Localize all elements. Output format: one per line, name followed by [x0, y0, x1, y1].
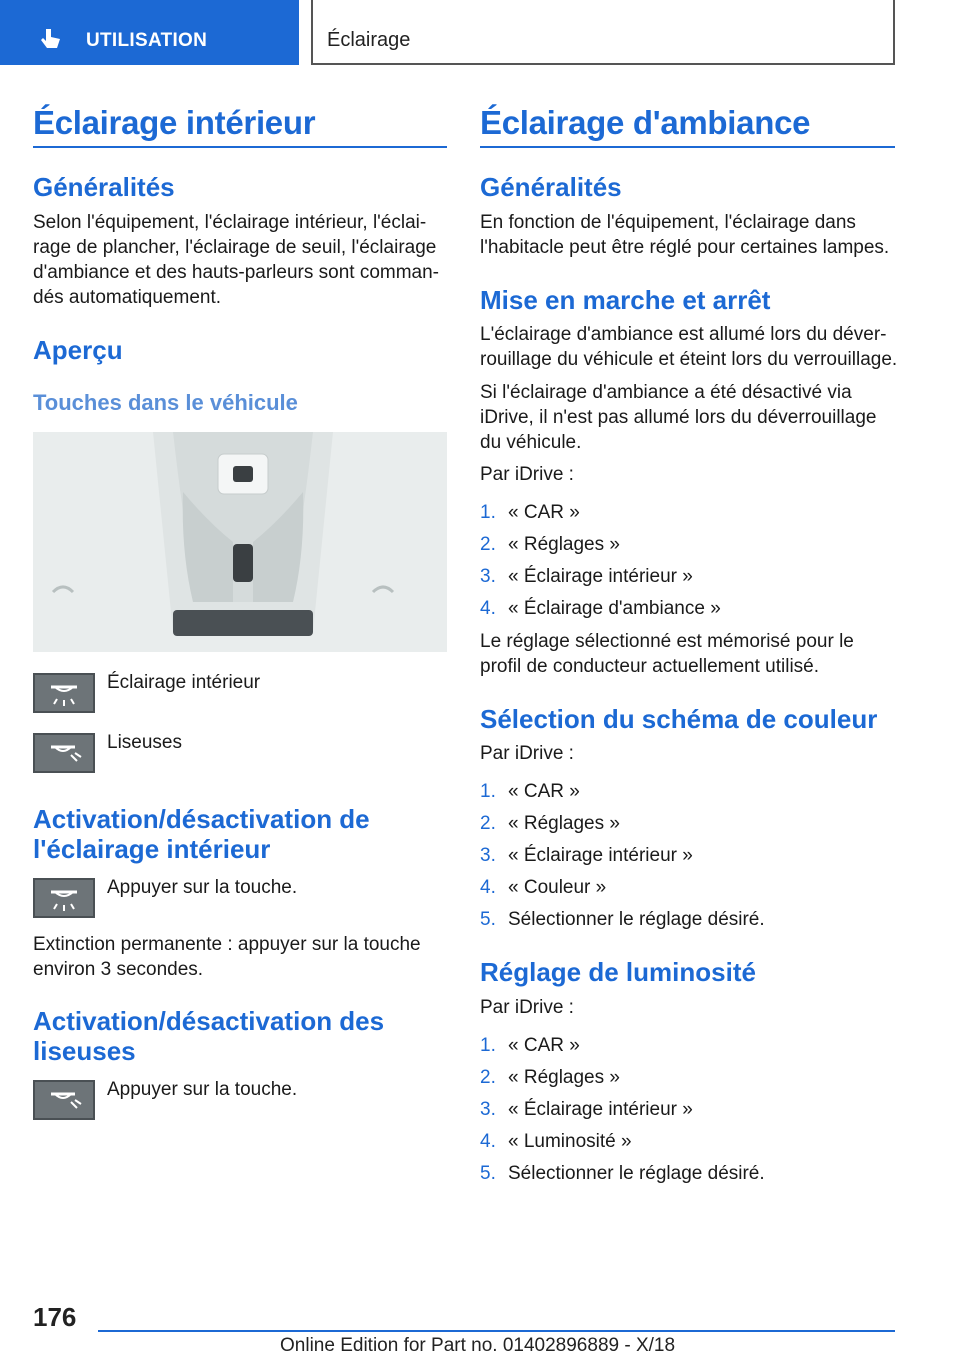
activation-liseuses-heading-line2: liseuses	[33, 1036, 136, 1066]
activation-liseuses-text: Appuyer sur la touche.	[107, 1079, 298, 1100]
step-number: 5.	[480, 1163, 496, 1184]
apercu-heading: Aperçu	[33, 335, 123, 365]
legend-reading-light-label: Liseuses	[107, 732, 182, 753]
page-title-left: Éclairage intérieur	[33, 104, 316, 141]
marche-text-1: L'éclairage d'ambiance est allumé lors du déver-rouillage du véhicule et éteint lors du verrouillage.	[480, 324, 898, 370]
step-number: 2.	[480, 534, 496, 555]
generalites-heading-right: Généralités	[480, 172, 622, 202]
couleur-heading: Sélection du schéma de couleur	[480, 704, 878, 734]
generalites-heading-left: Généralités	[33, 172, 175, 202]
interior-light-button-icon	[33, 878, 95, 918]
legend-interior-light-label: Éclairage intérieur	[107, 672, 261, 693]
step-number: 3.	[480, 566, 496, 587]
reading-light-icon	[33, 733, 95, 773]
par-idrive-1: Par iDrive :	[480, 464, 574, 485]
step-number: 5.	[480, 909, 496, 930]
marche-heading: Mise en marche et arrêt	[480, 285, 771, 315]
step-number: 4.	[480, 877, 496, 898]
page-number: 176	[33, 1302, 77, 1332]
chapter-header	[311, 0, 895, 65]
step-number: 4.	[480, 598, 496, 619]
reading-light-button-icon	[33, 1080, 95, 1120]
couleur-step-2: « Réglages »	[508, 813, 620, 834]
activation-interieur-heading-line2: l'éclairage intérieur	[33, 834, 271, 864]
luminosite-step-1: « CAR »	[508, 1035, 580, 1056]
memorise-text: Le réglage sélectionné est mémorisé pour le profil de conducteur actuellement utilisé.	[480, 631, 854, 677]
footer-edition: Online Edition for Part no. 01402896889 - X/18	[280, 1335, 676, 1356]
marche-step-2: « Réglages »	[508, 534, 620, 555]
step-number: 1.	[480, 1035, 496, 1056]
activation-liseuses-heading-line1: Activation/désactivation des	[33, 1006, 385, 1036]
luminosite-step-4: « Luminosité »	[508, 1131, 632, 1152]
activation-interieur-heading-line1: Activation/désactivation de	[33, 804, 370, 834]
luminosite-step-5: Sélectionner le réglage désiré.	[508, 1163, 765, 1184]
step-number: 1.	[480, 502, 496, 523]
hand-pointer-icon	[40, 28, 62, 50]
couleur-step-5: Sélectionner le réglage désiré.	[508, 909, 765, 930]
couleur-step-4: « Couleur »	[508, 877, 607, 898]
luminosite-heading: Réglage de luminosité	[480, 957, 756, 987]
interior-light-icon	[33, 673, 95, 713]
step-number: 2.	[480, 1067, 496, 1088]
marche-step-1: « CAR »	[508, 502, 580, 523]
marche-step-4: « Éclairage d'ambiance »	[508, 598, 721, 619]
couleur-step-1: « CAR »	[508, 781, 580, 802]
title-rule-right	[480, 146, 895, 148]
marche-step-3: « Éclairage intérieur »	[508, 566, 693, 587]
overhead-console-photo	[33, 432, 447, 652]
marche-text-2: Si l'éclairage d'ambiance a été désactivé via iDrive, il n'est pas allumé lors du déverrouillage du véhicule.	[480, 382, 877, 453]
couleur-step-3: « Éclairage intérieur »	[508, 845, 693, 866]
generalites-text-left: Selon l'équipement, l'éclairage intérieur, l'éclai-rage de plancher, l'éclairage de seuil, l'éclairage d'ambiance et des hauts-parleurs sont comman-dés automatiquement.	[33, 212, 439, 308]
activation-interieur-text: Appuyer sur la touche.	[107, 877, 298, 898]
step-number: 2.	[480, 813, 496, 834]
section-tab[interactable]	[0, 0, 299, 65]
par-idrive-3: Par iDrive :	[480, 997, 574, 1018]
par-idrive-2: Par iDrive :	[480, 743, 574, 764]
step-number: 3.	[480, 1099, 496, 1120]
section-tab-label: UTILISATION	[86, 30, 208, 51]
luminosite-step-3: « Éclairage intérieur »	[508, 1099, 693, 1120]
chapter-title: Éclairage	[327, 29, 411, 51]
overhead-console-illustration	[33, 432, 447, 652]
step-number: 4.	[480, 1131, 496, 1152]
title-rule-left	[33, 146, 447, 148]
step-number: 3.	[480, 845, 496, 866]
footer-rule	[98, 1330, 895, 1332]
generalites-text-right: En fonction de l'équipement, l'éclairage dans l'habitacle peut être réglé pour certaines lampes.	[480, 212, 890, 258]
step-number: 1.	[480, 781, 496, 802]
touches-heading: Touches dans le véhicule	[33, 390, 298, 415]
extinction-text: Extinction permanente : appuyer sur la touche environ 3 secondes.	[33, 934, 421, 980]
luminosite-step-2: « Réglages »	[508, 1067, 620, 1088]
page-title-right: Éclairage d'ambiance	[480, 104, 811, 141]
